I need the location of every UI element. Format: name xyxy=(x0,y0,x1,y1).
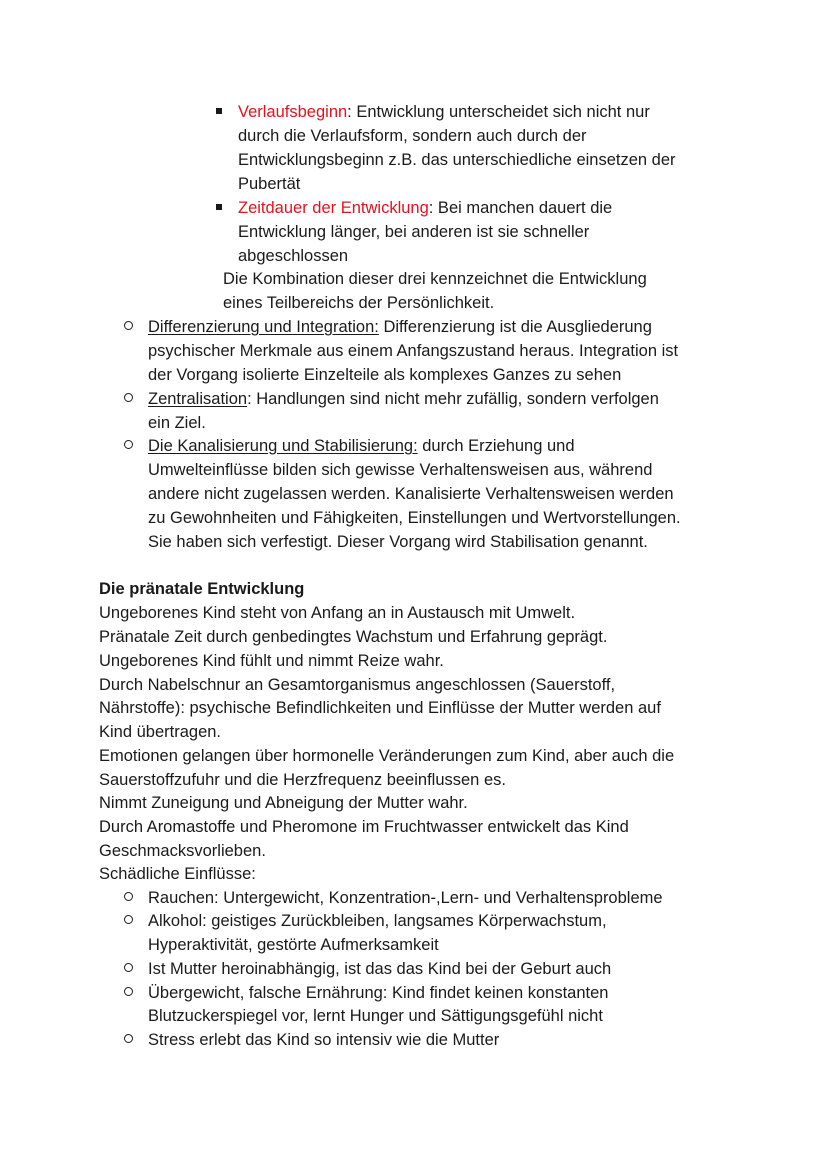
circle-bullet-icon xyxy=(124,1034,133,1043)
square-bullet-icon xyxy=(216,108,222,114)
text-line: durch die Verlaufsform, sondern auch durch der xyxy=(238,127,587,145)
term-differenzierung: Differenzierung und Integration: xyxy=(148,318,379,336)
list-item: Verlaufsbeginn: Entwicklung unterscheidet sich nicht nur xyxy=(238,103,650,121)
circle-bullet-icon xyxy=(124,892,133,901)
section-heading: Die pränatale Entwicklung xyxy=(99,580,305,598)
paragraph-line: Geschmacksvorlieben. xyxy=(99,842,266,860)
text-line: ein Ziel. xyxy=(148,414,206,432)
term-zeitdauer: Zeitdauer der Entwicklung xyxy=(238,199,429,217)
list-item: Übergewicht, falsche Ernährung: Kind findet keinen konstanten xyxy=(148,984,609,1002)
circle-bullet-icon xyxy=(124,440,133,449)
list-item: Die Kanalisierung und Stabilisierung: durch Erziehung und xyxy=(148,437,575,455)
paragraph-line: Schädliche Einflüsse: xyxy=(99,865,256,883)
text-line: Entwicklung länger, bei anderen ist sie schneller xyxy=(238,223,590,241)
list-item: Alkohol: geistiges Zurückbleiben, langsames Körperwachstum, xyxy=(148,912,607,930)
text-line: psychischer Merkmale aus einem Anfangszustand heraus. Integration ist xyxy=(148,342,679,360)
circle-bullet-icon xyxy=(124,321,133,330)
paragraph-line: Sauerstoffzufuhr und die Herzfrequenz beeinflussen es. xyxy=(99,771,506,789)
text-line: Pubertät xyxy=(238,175,301,193)
term-verlaufsbeginn: Verlaufsbeginn xyxy=(238,103,348,121)
term-zentralisation: Zentralisation xyxy=(148,390,248,408)
paragraph-line: Ungeborenes Kind fühlt und nimmt Reize wahr. xyxy=(99,652,444,670)
paragraph-line: Durch Aromastoffe und Pheromone im Fruchtwasser entwickelt das Kind xyxy=(99,818,629,836)
circle-bullet-icon xyxy=(124,915,133,924)
list-item: Differenzierung und Integration: Differenzierung ist die Ausgliederung xyxy=(148,318,652,336)
list-item: Ist Mutter heroinabhängig, ist das das Kind bei der Geburt auch xyxy=(148,960,612,978)
text-line: Blutzuckerspiegel vor, lernt Hunger und Sättigungsgefühl nicht xyxy=(148,1007,603,1025)
paragraph-line: Nährstoffe): psychische Befindlichkeiten und Einflüsse der Mutter werden auf xyxy=(99,699,661,717)
paragraph-line: Kind übertragen. xyxy=(99,723,222,741)
paragraph-line: Emotionen gelangen über hormonelle Veränderungen zum Kind, aber auch die xyxy=(99,747,675,765)
paragraph-line: Durch Nabelschnur an Gesamtorganismus angeschlossen (Sauerstoff, xyxy=(99,676,616,694)
text-line: Entwicklungsbeginn z.B. das unterschiedliche einsetzen der xyxy=(238,151,676,169)
paragraph-line: Ungeborenes Kind steht von Anfang an in Austausch mit Umwelt. xyxy=(99,604,576,622)
text-line: Hyperaktivität, gestörte Aufmerksamkeit xyxy=(148,936,439,954)
circle-bullet-icon xyxy=(124,987,133,996)
circle-bullet-icon xyxy=(124,393,133,402)
paragraph-line: Nimmt Zuneigung und Abneigung der Mutter wahr. xyxy=(99,794,468,812)
combination-text: eines Teilbereichs der Persönlichkeit. xyxy=(223,294,495,312)
term-kanalisierung: Die Kanalisierung und Stabilisierung: xyxy=(148,437,418,455)
text-line: Umwelteinflüsse bilden sich gewisse Verhaltensweisen aus, während xyxy=(148,461,653,479)
text-line: Sie haben sich verfestigt. Dieser Vorgang wird Stabilisation genannt. xyxy=(148,533,648,551)
list-item: Stress erlebt das Kind so intensiv wie die Mutter xyxy=(148,1031,500,1049)
circle-bullet-icon xyxy=(124,963,133,972)
text-line: der Vorgang isolierte Einzelteile als komplexes Ganzes zu sehen xyxy=(148,366,622,384)
square-bullet-icon xyxy=(216,204,222,210)
text-line: abgeschlossen xyxy=(238,247,349,265)
list-item: Zentralisation: Handlungen sind nicht mehr zufällig, sondern verfolgen xyxy=(148,390,659,408)
list-item: Rauchen: Untergewicht, Konzentration-,Lern- und Verhaltensprobleme xyxy=(148,889,663,907)
combination-text: Die Kombination dieser drei kennzeichnet die Entwicklung xyxy=(223,270,647,288)
list-item: Zeitdauer der Entwicklung: Bei manchen dauert die xyxy=(238,199,613,217)
text-line: andere nicht zugelassen werden. Kanalisierte Verhaltensweisen werden xyxy=(148,485,674,503)
paragraph-line: Pränatale Zeit durch genbedingtes Wachstum und Erfahrung geprägt. xyxy=(99,628,608,646)
text-line: zu Gewohnheiten und Fähigkeiten, Einstellungen und Wertvorstellungen. xyxy=(148,509,681,527)
